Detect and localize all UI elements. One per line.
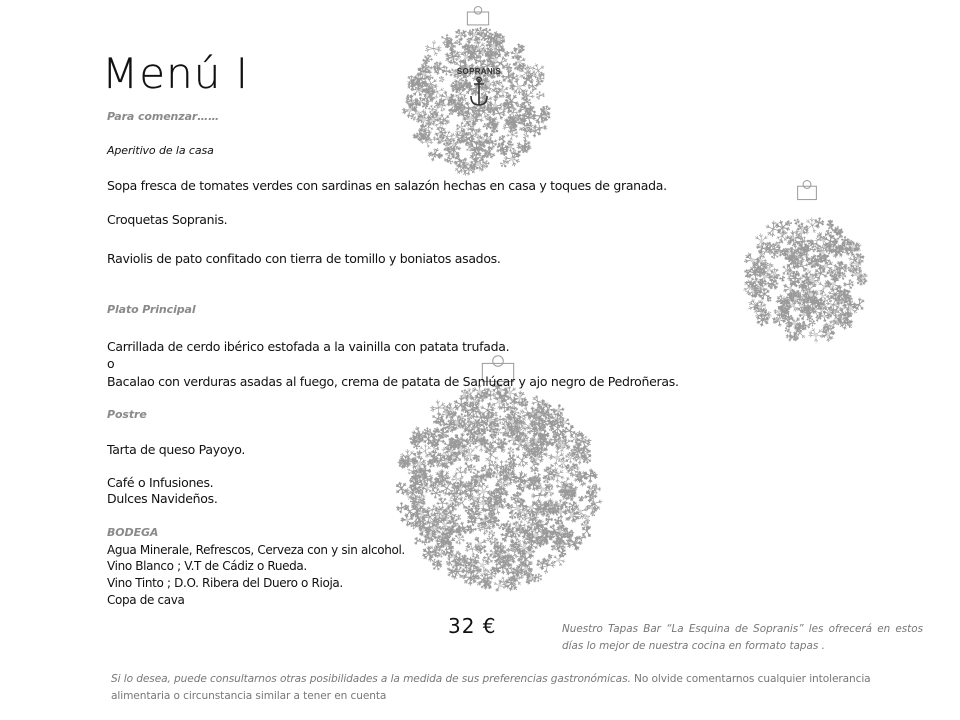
section-heading-drinks: BODEGA xyxy=(107,526,159,539)
menu-item: Copa de cava xyxy=(107,593,185,607)
christmas-ornament-icon xyxy=(386,355,610,595)
menu-item: Carrillada de cerdo ibérico estofada a la vainilla con patata trufada. xyxy=(107,339,510,354)
menu-item: Agua Minerale, Refrescos, Cerveza con y sin alcohol. xyxy=(107,543,405,557)
footer-note-regular: No olvide comentarnos cualquier intolerancia alimentaria o circunstancia similar a tener en cuenta xyxy=(111,673,871,702)
menu-price: 32 € xyxy=(448,614,497,638)
footer-note xyxy=(111,671,901,705)
section-heading-dessert: Postre xyxy=(107,408,147,421)
section-heading-starters: Para comenzar…… xyxy=(107,110,220,123)
menu-title: Menú I xyxy=(102,49,250,98)
menu-item: Dulces Navideños. xyxy=(107,491,218,506)
anchor-icon xyxy=(466,76,492,110)
section-heading-main-course: Plato Principal xyxy=(107,303,196,316)
menu-item: Bacalao con verduras asadas al fuego, crema de patata de Sanlúcar y ajo negro de Pedroñeras. xyxy=(107,374,679,389)
menu-item: Tarta de queso Payoyo. xyxy=(107,442,246,457)
menu-item: Vino Blanco ; V.T de Cádiz o Rueda. xyxy=(107,559,307,573)
brand-name: SOPRANIS xyxy=(456,67,502,76)
christmas-ornament-icon xyxy=(740,180,874,358)
menu-item: Café o Infusiones. xyxy=(107,475,214,490)
tapas-bar-note: Nuestro Tapas Bar “La Esquina de Sopranis” les ofrecerá en estos días lo mejor de nuestra cocina en formato tapas . xyxy=(562,623,923,652)
menu-item: Vino Tinto ; D.O. Ribera del Duero o Rioja. xyxy=(107,576,343,590)
menu-item: Raviolis de pato confitado con tierra de tomillo y boniatos asados. xyxy=(107,251,501,266)
menu-item: Croquetas Sopranis. xyxy=(107,212,228,227)
menu-item: Aperitivo de la casa xyxy=(107,144,214,157)
footer-note-italic: Si lo desea, puede consultarnos otras posibilidades a la medida de sus preferencias gastronómicas. xyxy=(111,673,631,685)
menu-item: o xyxy=(107,356,115,371)
menu-item: Sopa fresca de tomates verdes con sardinas en salazón hechas en casa y toques de granada. xyxy=(107,178,667,193)
